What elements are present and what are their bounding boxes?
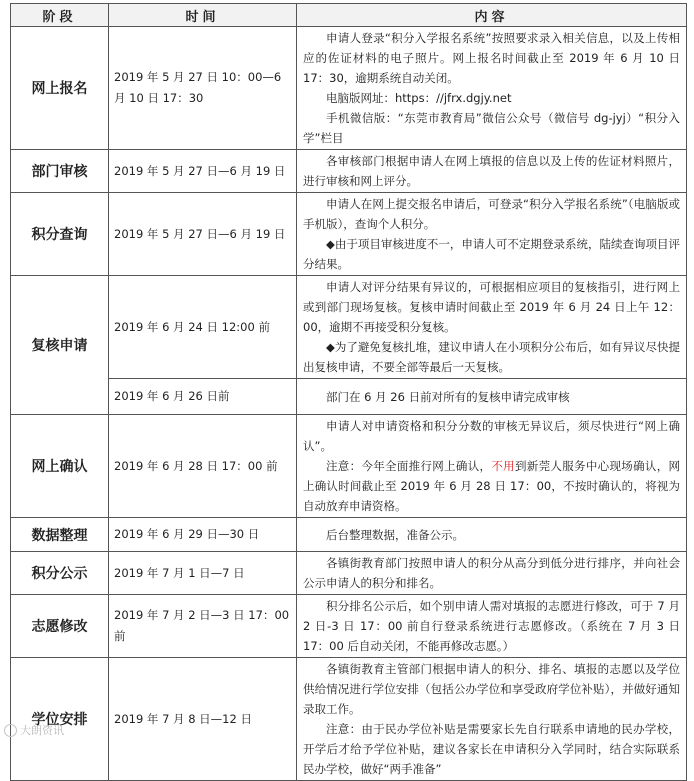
header-content: 内容	[297, 4, 687, 27]
table-row	[11, 415, 687, 518]
content-paragraph: 申请人对申请资格和积分分数的审核无异议后，须尽快进行“网上确认”。	[303, 419, 680, 453]
stage-cell: 志愿修改	[11, 595, 109, 658]
note-paragraph	[303, 456, 680, 516]
note-text: 到新莞人服务中心现场确认，网上确认时间截止至 2019 年 6 月 28 日 17：00，不按时确认的，将视为自动放弃申请资格。	[303, 459, 681, 513]
content-paragraph: 积分排名公示后，如个别申请人需对填报的志愿进行修改，可于 7 月 2 日-3 日 17：00 前自行登录系统进行志愿修改。（系统在 7 月 3 日 17：00 后自动关闭，不能再修改志愿。）	[303, 599, 680, 653]
stage-cell: 部门审核	[11, 150, 109, 193]
note-text: 注意：今年全面推行网上确认，	[326, 459, 492, 473]
content-paragraph: 后台整理数据，准备公示。	[326, 527, 464, 542]
content-paragraph: 部门在 6 月 26 日前对所有的复核申请完成审核	[326, 389, 570, 404]
table-row	[11, 276, 687, 379]
time-cell: 2019 年 6 月 29 日—30 日	[109, 518, 297, 552]
content-cell	[297, 595, 687, 658]
content-paragraph: 申请人登录“积分入学报名系统”按照要求录入相关信息，以及上传相应的佐证材料的电子照片。网上报名时间截止至 2019 年 6 月 10 日 17：30，逾期系统自动关闭。	[303, 31, 680, 85]
weibo-logo-icon	[4, 724, 17, 737]
time-cell: 2019 年 7 月 2 日—3 日 17：00 前	[109, 595, 297, 658]
website-url: 电脑版网址：https：//jfrx.dgjy.net	[326, 91, 512, 105]
header-time: 时间	[109, 4, 297, 27]
content-paragraph: 各镇街教育主管部门根据申请人的积分、排名、填报的志愿以及学位供给情况进行学位安排（包括公办学位和享受政府学位补贴），并做好通知录取工作。	[303, 662, 680, 716]
content-paragraph: ◆由于项目审核进度不一，申请人可不定期登录系统，陆续查询项目评分结果。	[303, 237, 680, 271]
table-row	[11, 552, 687, 595]
content-paragraph: ◆为了避免复核扎堆，建议申请人在小项积分公布后，如有异议尽快提出复核申请，不要全部等最后一天复核。	[303, 340, 680, 374]
time-cell: 2019 年 6 月 28 日 17：00 前	[109, 415, 297, 518]
time-cell: 2019 年 5 月 27 日—6 月 19 日	[109, 150, 297, 193]
content-cell	[297, 552, 687, 595]
content-cell	[297, 276, 687, 379]
watermark-text: 大朗资讯	[20, 724, 64, 737]
content-paragraph: 申请人在网上提交报名申请后，可登录“积分入学报名系统”（电脑版或手机版），查询个人积分。	[303, 197, 680, 231]
stage-cell: 网上确认	[11, 415, 109, 518]
stage-cell: 积分查询	[11, 193, 109, 276]
table-row	[11, 518, 687, 552]
time-cell: 2019 年 7 月 8 日—12 日	[109, 658, 297, 781]
table-row	[11, 595, 687, 658]
wechat-info: 手机微信版：“东莞市教育局”微信公众号（微信号 dg-jyj）“积分入学”栏目	[303, 111, 680, 145]
time-cell: 2019 年 6 月 24 日 12:00 前	[109, 276, 297, 379]
time-cell: 2019 年 5 月 27 日 10：00—6 月 10 日 17：30	[109, 27, 297, 150]
content-cell	[297, 193, 687, 276]
watermark	[4, 722, 64, 738]
table-row	[11, 150, 687, 193]
content-paragraph: 各审核部门根据申请人在网上填报的信息以及上传的佐证材料照片，进行审核和网上评分。	[303, 154, 680, 188]
table-row	[11, 658, 687, 781]
admission-schedule-table	[10, 3, 687, 781]
content-cell	[297, 379, 687, 415]
content-paragraph: 注意：由于民办学位补贴是需要家长先自行联系申请地的民办学校，开学后才给予学位补贴，建议各家长在申请积分入学同时，结合实际联系民办学校，做好“两手准备”	[303, 722, 680, 776]
content-cell	[297, 415, 687, 518]
table-row	[11, 193, 687, 276]
content-cell	[297, 658, 687, 781]
table-subrow	[11, 379, 687, 415]
time-cell: 2019 年 7 月 1 日—7 日	[109, 552, 297, 595]
time-cell: 2019 年 6 月 26 日前	[109, 379, 297, 415]
content-paragraph: 申请人对评分结果有异议的，可根据相应项目的复核指引，进行网上或到部门现场复核。复核申请时间截止至 2019 年 6 月 24 日上午 12：00，逾期不再接受积分复核。	[303, 280, 680, 334]
stage-cell: 网上报名	[11, 27, 109, 150]
content-cell	[297, 150, 687, 193]
content-cell	[297, 27, 687, 150]
content-paragraph: 各镇街教育部门按照申请人的积分从高分到低分进行排序，并向社会公示申请人的积分和排名。	[303, 556, 680, 590]
stage-cell: 学位安排	[11, 658, 109, 781]
table-header-row	[11, 4, 687, 27]
stage-cell: 复核申请	[11, 276, 109, 415]
stage-cell: 积分公示	[11, 552, 109, 595]
time-cell: 2019 年 5 月 27 日—6 月 19 日	[109, 193, 297, 276]
table-row	[11, 27, 687, 150]
stage-cell: 数据整理	[11, 518, 109, 552]
header-stage: 阶段	[11, 4, 109, 27]
highlight-text: 不用	[491, 459, 515, 473]
content-cell	[297, 518, 687, 552]
